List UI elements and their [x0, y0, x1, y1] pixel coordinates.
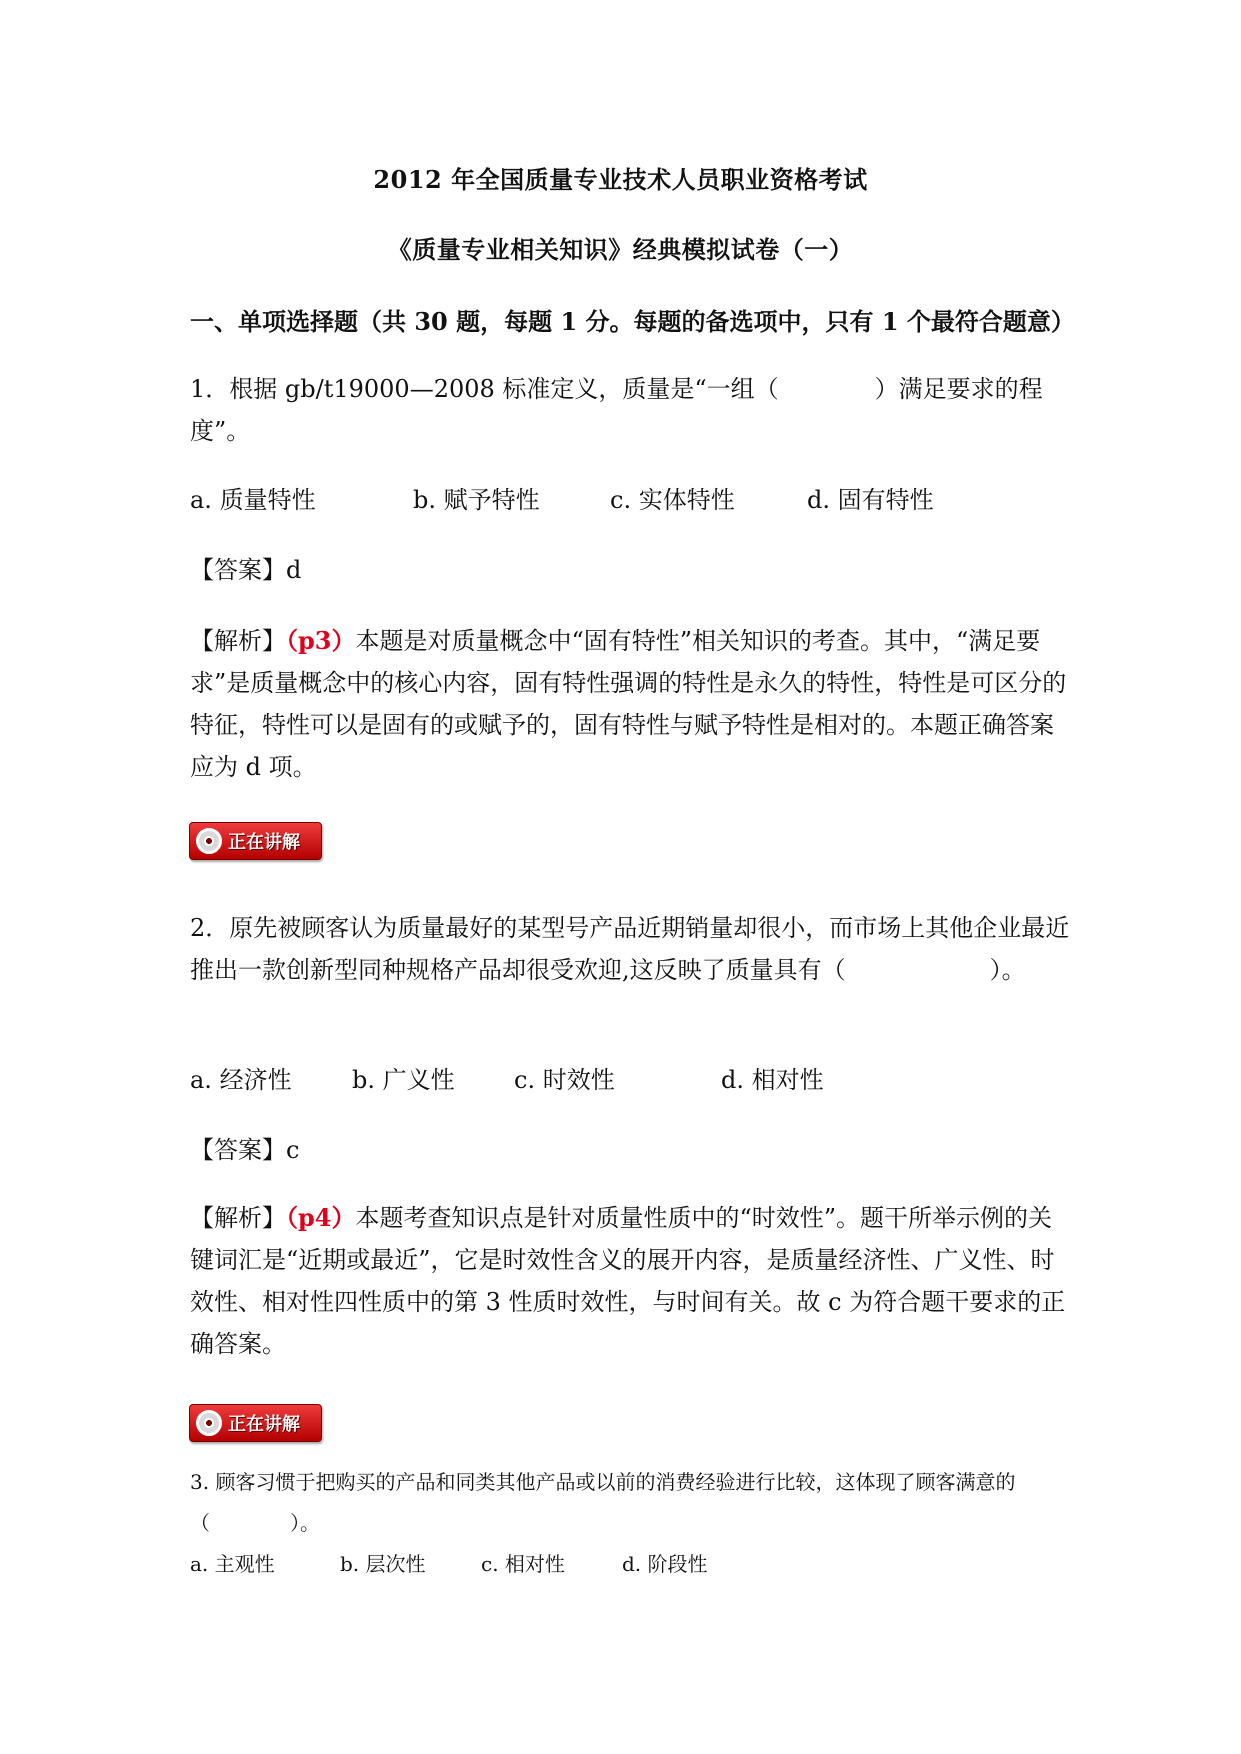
- question-2-answer: 【答案】c: [190, 1136, 300, 1164]
- question-3-stem: 3. 顾客习惯于把购买的产品和同类其他产品或以前的消费经验进行比较，这体现了顾客满意的（ ）。: [190, 1470, 1016, 1535]
- analysis-label: 【解析】: [190, 627, 286, 655]
- question-3-option-c: c. 相对性: [481, 1552, 565, 1576]
- question-3-option-b: b. 层次性: [340, 1552, 426, 1576]
- question-2-analysis: [190, 1197, 1070, 1365]
- question-1-option-a: a. 质量特性: [190, 486, 316, 514]
- question-1-stem: 1．根据 gb/t19000—2008 标准定义，质量是“一组（ ）满足要求的程度”。: [190, 375, 1043, 445]
- lecture-button-label: 正在讲解: [228, 1414, 300, 1435]
- page-reference: （p3）: [286, 626, 356, 655]
- analysis-text: 本题是对质量概念中“固有特性”相关知识的考查。其中，“满足要求”是质量概念中的核心内容，固有特性强调的特性是永久的特性，特性是可区分的特征，特性可以是固有的或赋予的，固有特性与赋予特性是相对的。本题正确答案应为 d 项。: [190, 627, 1067, 781]
- analysis-label: 【解析】: [190, 1204, 286, 1232]
- exam-title: 2012 年全国质量专业技术人员职业资格考试: [373, 165, 868, 194]
- disc-icon: [196, 828, 222, 854]
- analysis-text: 本题考查知识点是针对质量性质中的“时效性”。题干所举示例的关键词汇是“近期或最近”，它是时效性含义的展开内容，是质量经济性、广义性、时效性、相对性四性质中的第 3 性质时效性，与时间有关。故 c 为符合题干要求的正确答案。: [190, 1204, 1066, 1358]
- question-2-option-d: d. 相对性: [721, 1066, 824, 1094]
- question-2-option-c: c. 时效性: [514, 1066, 615, 1094]
- lecture-button-label: 正在讲解: [228, 832, 300, 853]
- paper-subtitle: 《质量专业相关知识》经典模拟试卷（一）: [387, 235, 854, 264]
- question-3-option-d: d. 阶段性: [622, 1552, 708, 1576]
- question-2-options: [190, 1064, 1070, 1096]
- section-heading: 一、单项选择题（共 30 题，每题 1 分。每题的备选项中，只有 1 个最符合题意）: [190, 307, 1075, 336]
- question-1-analysis: [190, 620, 1070, 788]
- disc-icon: [196, 1410, 222, 1436]
- question-1-answer: 【答案】d: [190, 556, 302, 584]
- question-3-option-a: a. 主观性: [190, 1552, 275, 1576]
- question-1-options: [190, 484, 1070, 516]
- lecture-button-1[interactable]: [189, 822, 322, 860]
- question-1-option-c: c. 实体特性: [610, 486, 735, 514]
- lecture-button-2[interactable]: [189, 1404, 322, 1442]
- question-2-stem: 2．原先被顾客认为质量最好的某型号产品近期销量却很小，而市场上其他企业最近推出一款创新型同种规格产品却很受欢迎,这反映了质量具有（ ）。: [190, 914, 1070, 984]
- question-1-option-d: d. 固有特性: [807, 486, 934, 514]
- question-3-options: [190, 1550, 1070, 1582]
- question-2-option-b: b. 广义性: [352, 1066, 455, 1094]
- page-reference: （p4）: [286, 1203, 356, 1232]
- question-1-option-b: b. 赋予特性: [413, 486, 540, 514]
- question-2-option-a: a. 经济性: [190, 1066, 292, 1094]
